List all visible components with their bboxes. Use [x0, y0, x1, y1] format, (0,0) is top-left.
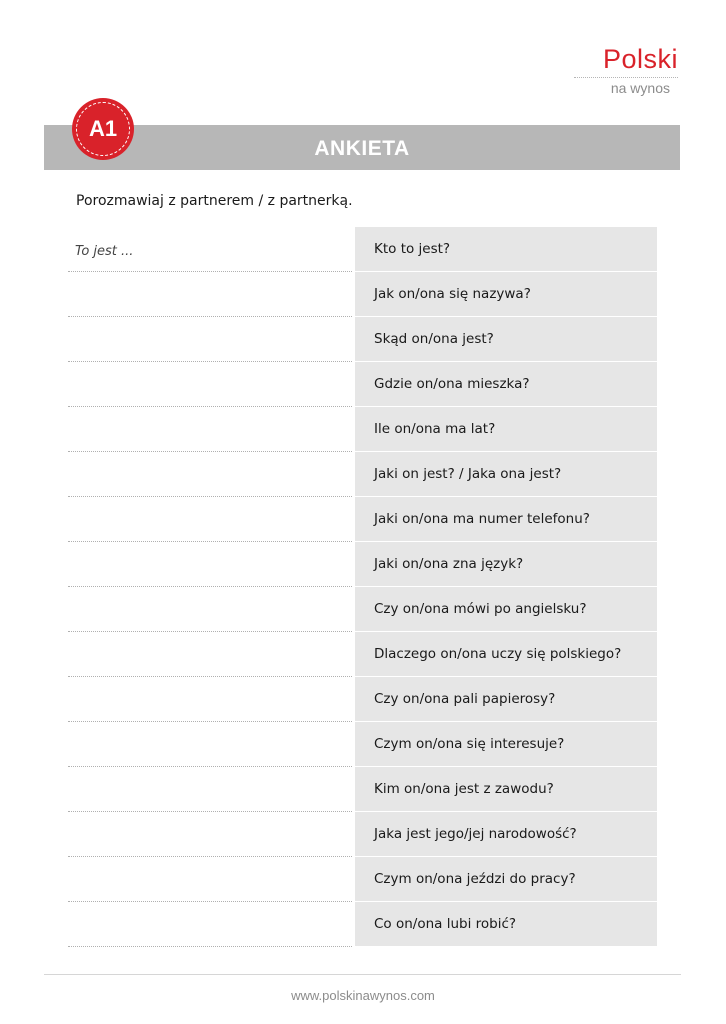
level-badge — [72, 98, 134, 160]
answer-column-label: To jest ... — [75, 244, 134, 259]
question-row: Dlaczego on/ona uczy się polskiego? — [355, 632, 657, 676]
question-row: Co on/ona lubi robić? — [355, 902, 657, 946]
question-row: Czym on/ona się interesuje? — [355, 722, 657, 766]
question-row: Czy on/ona mówi po angielsku? — [355, 587, 657, 631]
answer-line — [68, 901, 352, 946]
title-banner — [44, 125, 680, 170]
answer-line — [68, 586, 352, 631]
question-list — [355, 227, 657, 947]
question-row: Jaki on/ona zna język? — [355, 542, 657, 586]
question-row: Gdzie on/ona mieszka? — [355, 362, 657, 406]
level-label: A1 — [88, 116, 118, 141]
answer-line — [68, 406, 352, 451]
question-row: Kim on/ona jest z zawodu? — [355, 767, 657, 811]
answer-line — [68, 316, 352, 361]
page-title: ANKIETA — [314, 137, 410, 160]
answer-line — [68, 451, 352, 496]
answer-line — [68, 721, 352, 766]
question-row: Jaka jest jego/jej narodowość? — [355, 812, 657, 856]
answer-line — [68, 766, 352, 811]
question-row: Jak on/ona się nazywa? — [355, 272, 657, 316]
answer-line — [68, 361, 352, 406]
logo-divider — [574, 77, 678, 78]
answer-line — [68, 631, 352, 676]
question-row: Jaki on jest? / Jaka ona jest? — [355, 452, 657, 496]
answer-line — [68, 496, 352, 541]
question-row: Jaki on/ona ma numer telefonu? — [355, 497, 657, 541]
question-row: Kto to jest? — [355, 227, 657, 271]
brand-name: Polski — [602, 44, 678, 74]
answer-lines — [68, 271, 352, 991]
instruction-text: Porozmawiaj z partnerem / z partnerką. — [76, 193, 353, 209]
question-row: Ile on/ona ma lat? — [355, 407, 657, 451]
footer-divider — [44, 974, 681, 975]
answer-line — [68, 856, 352, 901]
answer-line — [68, 541, 352, 586]
brand-tagline: na wynos — [610, 80, 670, 96]
question-row: Skąd on/ona jest? — [355, 317, 657, 361]
brand-logo — [568, 44, 678, 96]
answer-line — [68, 946, 352, 991]
answer-line — [68, 811, 352, 856]
question-row: Czy on/ona pali papierosy? — [355, 677, 657, 721]
question-row: Czym on/ona jeździ do pracy? — [355, 857, 657, 901]
answer-line — [68, 676, 352, 721]
footer-url: www.polskinawynos.com — [291, 988, 435, 1003]
answer-line — [68, 271, 352, 316]
